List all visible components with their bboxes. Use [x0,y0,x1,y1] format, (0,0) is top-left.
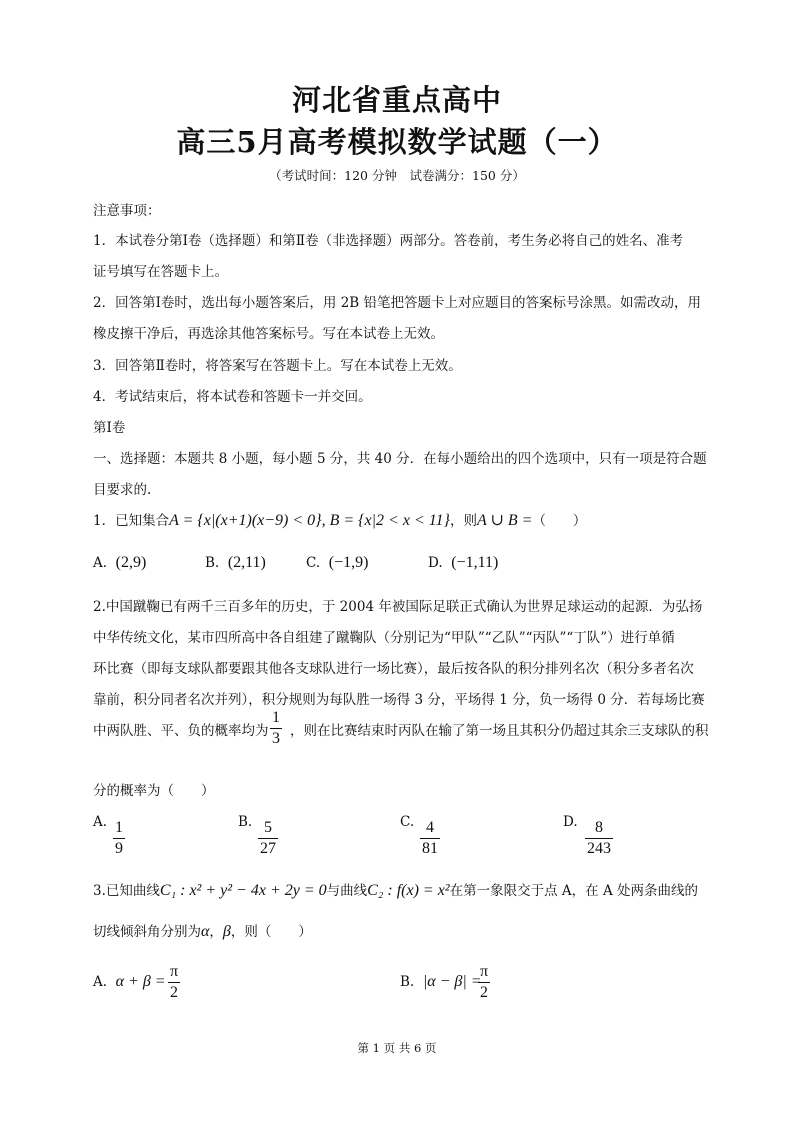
q1-option-c-value: (−1,9) [328,554,369,571]
question-3-line-1 [93,879,698,900]
q3-alpha: α [201,923,210,940]
q1-prefix: 1．已知集合 [93,513,170,529]
q1-option-d-letter: D. [428,555,443,571]
exam-title: 高三5月高考模拟数学试题（一） [176,125,618,159]
q1-option-b-value: (2,11) [227,554,266,571]
q1-set-b: , B = {x|2 < x < 11} [321,512,450,529]
q2-option-b-letter: B. [238,814,253,830]
q1-expr: A ∪ B = [476,512,533,529]
q2-line-5-start: 中两队胜、平、负的概率均为 [93,723,269,739]
q3-option-a-letter: A. [93,974,108,990]
q1-option-c [306,554,368,572]
note-1-line-2: 证号填写在答题卡上。 [93,264,228,280]
q1-option-a-value: (2,9) [115,554,147,571]
q3-option-b-num: π [478,962,490,983]
q2-option-b-num: 5 [258,818,278,839]
q3-line-2-end: ，则（ ） [230,924,312,940]
school-title: 河北省重点高中 [291,83,502,117]
q2-option-a-letter: A. [93,814,108,830]
q2-probability-fraction [270,708,282,749]
q2-option-d-num: 8 [585,818,613,839]
q1-option-a-letter: A. [93,555,108,571]
note-2-line-2: 橡皮擦干净后，再选涂其他答案标号。写在本试卷上无效。 [93,326,444,342]
exam-info: （考试时间：120 分钟 试卷满分：150 分） [269,168,525,183]
q1-option-b-letter: B. [205,555,220,571]
q3-option-b-letter: B. [400,974,415,990]
q2-prob-numerator: 1 [270,708,282,729]
q3-option-b-fraction [478,962,490,1003]
note-1-line-1: 1．本试卷分第Ⅰ卷（选择题）和第Ⅱ卷（非选择题）两部分。答卷前，考生务必将自己的姓名、准考 [93,233,684,249]
question-3-line-2 [93,920,312,941]
section-instructions-line-2: 目要求的. [93,482,152,498]
q3-option-b-expr: |α − β| = [422,973,482,990]
q1-option-d-value: (−1,11) [451,554,499,571]
q2-option-d-den: 243 [587,840,611,857]
q2-line-5-end: ，则在比赛结束时丙队在输了第一场且其积分仍超过其余三支球队的积 [290,723,709,739]
q3-option-a [93,973,166,991]
q2-option-c-fraction [420,818,440,859]
page-footer: 第 1 页 共 6 页 [357,1041,437,1055]
q1-set-a: A = {x|(x+1)(x−9) < 0} [169,512,322,529]
q2-option-d-fraction [585,818,613,859]
q3-curve-1: C₁ : x² + y² − 4x + 2y = 0 [159,882,327,899]
note-4: 4．考试结束后，将本试卷和答题卡一并交回。 [93,389,372,405]
q2-option-c-den: 81 [422,840,438,857]
q2-option-b-den: 27 [260,840,276,857]
q2-line-1: 2.中国蹴鞠已有两千三百多年的历史，于 2004 年被国际足联正式确认为世界足球运动的起源．为弘扬 [93,599,703,615]
q1-paren: （ ） [532,513,587,529]
q2-prob-denominator: 3 [272,730,280,747]
q2-option-b-fraction [258,818,278,859]
q3-option-b-den: 2 [480,984,489,1001]
q2-option-c-letter: C. [400,814,415,830]
q1-option-a [93,554,146,572]
q2-line-4: 靠前，积分同者名次并列），积分规则为每队胜一场得 3 分，平场得 1 分，负一场得 0 分．若每场比赛 [93,692,705,708]
q1-option-c-letter: C. [306,555,321,571]
q3-option-a-den: 2 [170,984,179,1001]
q3-curve-2: C₂ : f(x) = x² [367,882,450,899]
q2-line-2: 中华传统文化，某市四所高中各自组建了蹴鞠队（分别记为“甲队”“乙队”“丙队”“丁队”）进行单循 [93,630,675,646]
q3-suffix: 在第一象限交于点 A，在 A 处两条曲线的 [449,883,698,899]
q2-option-a-den: 9 [115,840,123,857]
section-instructions-line-1: 一、选择题：本题共 8 小题，每小题 5 分，共 40 分．在每小题给出的四个选项中，只有一项是符合题 [93,451,707,467]
note-3: 3．回答第Ⅱ卷时，将答案写在答题卡上。写在本试卷上无效。 [93,358,462,374]
q3-option-b [400,973,482,991]
q3-option-a-expr: α + β = [115,973,166,990]
q2-option-a-fraction [113,818,125,859]
q2-line-6: 分的概率为（ ） [93,783,215,799]
q2-option-c-num: 4 [420,818,440,839]
question-1 [93,509,586,530]
q3-mid: 与曲线 [326,883,368,899]
q3-sep: ， [209,924,223,940]
q2-option-d-letter: D. [563,814,578,830]
q3-beta: β [222,923,231,940]
q1-ask: ，则 [449,513,477,529]
q1-option-b [205,554,266,572]
q2-line-3: 环比赛（即每支球队都要跟其他各支球队进行一场比赛），最后按各队的积分排列名次（积分多者名次 [93,661,694,677]
q3-prefix: 3.已知曲线 [93,883,160,899]
q3-option-a-fraction [168,962,180,1003]
q2-option-a-num: 1 [113,818,125,839]
q3-line-2-start: 切线倾斜角分别为 [93,924,201,940]
q1-option-d [428,554,498,572]
notes-heading: 注意事项： [93,203,161,219]
q3-option-a-num: π [168,962,180,983]
volume-label: 第Ⅰ卷 [93,420,126,436]
note-2-line-1: 2．回答第Ⅰ卷时，选出每小题答案后，用 2B 铅笔把答题卡上对应题目的答案标号涂黑。如需改动，用 [93,295,702,311]
